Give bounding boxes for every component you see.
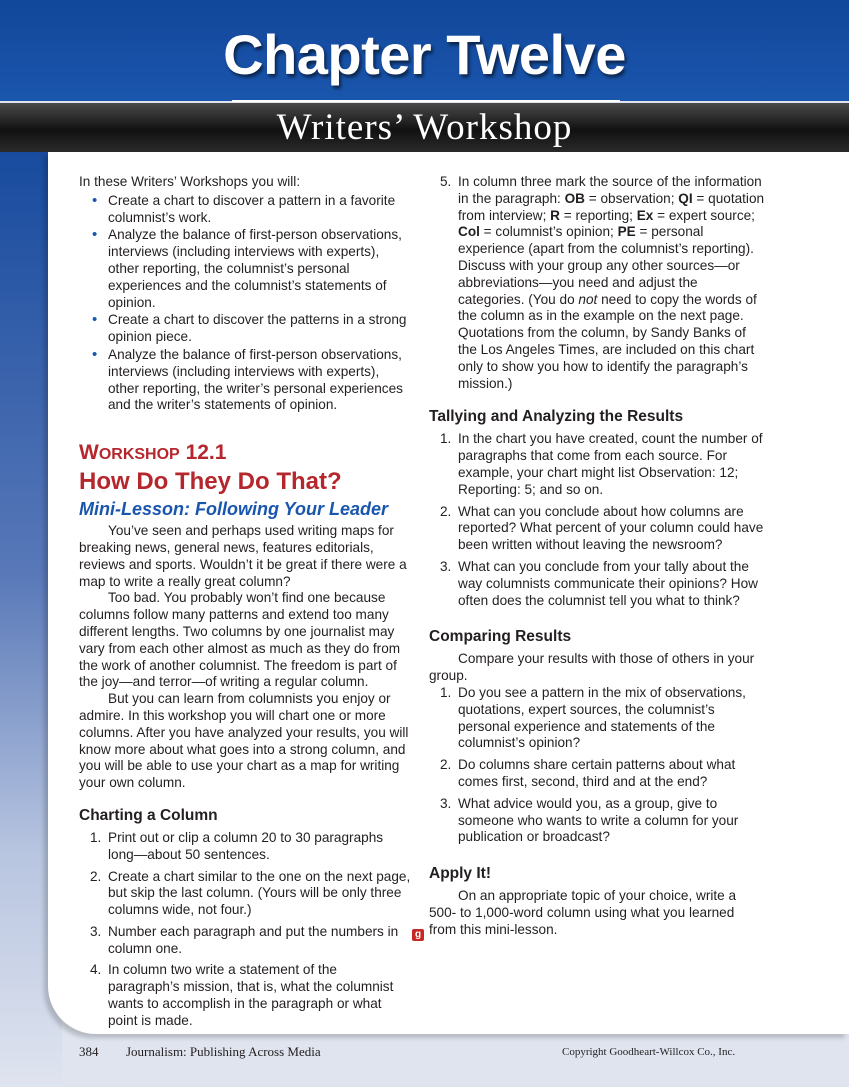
book-title: Journalism: Publishing Across Media: [126, 1044, 321, 1059]
list-item: • Create a chart to discover a pattern in a favorite columnist’s work.: [108, 193, 412, 227]
item-number: 4.: [90, 962, 102, 978]
item-text: Create a chart similar to the one on the next page, but skip the last column. (Yours will be only three columns wide, not four.): [108, 868, 411, 918]
list-item: [429, 757, 765, 791]
comparing-list: [429, 685, 765, 846]
workshop-label: [79, 441, 412, 467]
list-item: [429, 559, 765, 609]
list-item: [429, 431, 765, 498]
item-number: 3.: [90, 923, 102, 939]
item-number: 1.: [90, 829, 102, 845]
charting-list-continued: [429, 174, 765, 392]
comparing-lead: Compare your results with those of others in your group.: [429, 651, 755, 684]
list-item: • Analyze the balance of first-person observations, interviews (including interviews with experts), other reporting, the writer’s personal experiences and the writer’s statements of opinion.: [108, 347, 412, 414]
item-number: 2.: [90, 868, 102, 884]
charting-heading: Charting a Column: [79, 806, 218, 824]
page-number: 384: [79, 1044, 99, 1059]
list-item: [79, 830, 412, 864]
goodheart-willcox-icon[interactable]: g: [412, 929, 424, 941]
list-item: [79, 924, 412, 958]
list-item: [429, 685, 765, 752]
item-number: 1.: [440, 431, 452, 447]
intro-lead: In these Writers’ Workshops you will:: [79, 174, 301, 189]
item-number: 5.: [440, 174, 452, 189]
workshop-label-cap: W: [79, 441, 99, 465]
header-divider: [232, 100, 620, 102]
tallying-list: [429, 431, 765, 609]
workshop-heading: Writers’ Workshop: [276, 107, 573, 148]
list-item: [79, 869, 412, 919]
item-text: Do columns share certain patterns about what comes first, second, third and at the end?: [458, 757, 736, 789]
comparing-heading: Comparing Results: [429, 628, 572, 646]
list-item: [429, 174, 765, 392]
item-text: Number each paragraph and put the numbers in column one.: [108, 923, 399, 956]
body-paragraph: But you can learn from columnists you enjoy or admire. In this workshop you will chart one or more columns. After you have analyzed your results, you will know more about what goes into a strong column, and you will be able to use your chart as a map for writing your own column.: [79, 691, 409, 791]
list-item: [79, 962, 412, 1029]
item-number: 2.: [440, 503, 452, 519]
item-text: In column two write a statement of the paragraph’s mission, that is, what the columnist wants to accomplish in the paragraph or what point is made.: [108, 962, 394, 1028]
item-text: Print out or clip a column 20 to 30 paragraphs long—about 50 sentences.: [108, 829, 384, 862]
item-text: Do you see a pattern in the mix of observations, quotations, expert sources, the columnist’s personal experience and statements of the columnist’s opinion?: [458, 684, 746, 751]
right-column: [429, 174, 765, 938]
list-item: • Create a chart to discover the patterns in a strong opinion piece.: [108, 312, 412, 346]
item-text: What can you conclude from your tally about the way columnists communicate their opinions? How often does the columnist tell you what to think?: [458, 558, 758, 608]
tallying-heading: Tallying and Analyzing the Results: [429, 408, 684, 426]
apply-text: On an appropriate topic of your choice, write a 500- to 1,000-word column using what you learned from this mini-lesson.: [429, 888, 737, 937]
copyright: Copyright Goodheart-Willcox Co., Inc.: [562, 1046, 736, 1058]
workshop-title: How Do They Do That?: [79, 468, 342, 496]
list-item: [429, 796, 765, 846]
item-number: 3.: [440, 558, 452, 574]
workshop-label-small: ORKSHOP: [98, 446, 180, 464]
chapter-title: Chapter Twelve: [223, 23, 626, 86]
intro-bullet-list: [79, 193, 412, 414]
list-item: [429, 504, 765, 554]
item-number: 3.: [440, 795, 452, 811]
item-number: 2.: [440, 757, 452, 773]
body-paragraph: You’ve seen and perhaps used writing maps for breaking news, general news, features editorials, reviews and sports. Wouldn’t it be great if there were a map to write a really great column?: [79, 523, 407, 589]
item-text: In column three mark the source of the information in the paragraph: OB = observation; QI = quotation from interview; R = reporting; Ex = expert source; Col = columnist’s opinion; PE = personal experience (apart from the columnist’s reporting). Discuss with your group any other sources—or abbreviations—you need and adjust the categories. (You do not need to copy the words of the column as in the example on the next page. Quotations from the column, by Sandy Banks of the Los Angeles Times, are included on this chart only to show you how to identify the paragraph’s mission.): [458, 174, 765, 391]
apply-heading: Apply It!: [429, 865, 491, 883]
mini-lesson-title: Mini-Lesson: Following Your Leader: [79, 499, 389, 520]
workshop-number: 12.1: [185, 441, 227, 465]
list-item: • Analyze the balance of first-person observations, interviews (including interviews with experts), other reporting, the columnist’s personal experiences and the columnist’s statements of opinion.: [108, 227, 412, 311]
body-paragraph: Too bad. You probably won’t find one because columns follow many patterns and extend too many different lengths. Two columns by one journalist may vary from each other almost as much as they do from the work of another columnist. The freedom is part of the joy—and terror—of writing a regular column.: [79, 590, 401, 690]
charting-list: [79, 830, 412, 1030]
left-column: [79, 174, 412, 1035]
item-number: 1.: [440, 684, 452, 700]
item-text: What advice would you, as a group, give to someone who wants to write a column for your publication or broadcast?: [458, 795, 739, 845]
item-text: What can you conclude about how columns are reported? What percent of your column could have been written without leaving the newsroom?: [458, 503, 764, 553]
item-text: In the chart you have created, count the number of paragraphs that come from each source. For example, your chart might list Observation: 12; Reporting: 5; and so on.: [458, 431, 763, 497]
